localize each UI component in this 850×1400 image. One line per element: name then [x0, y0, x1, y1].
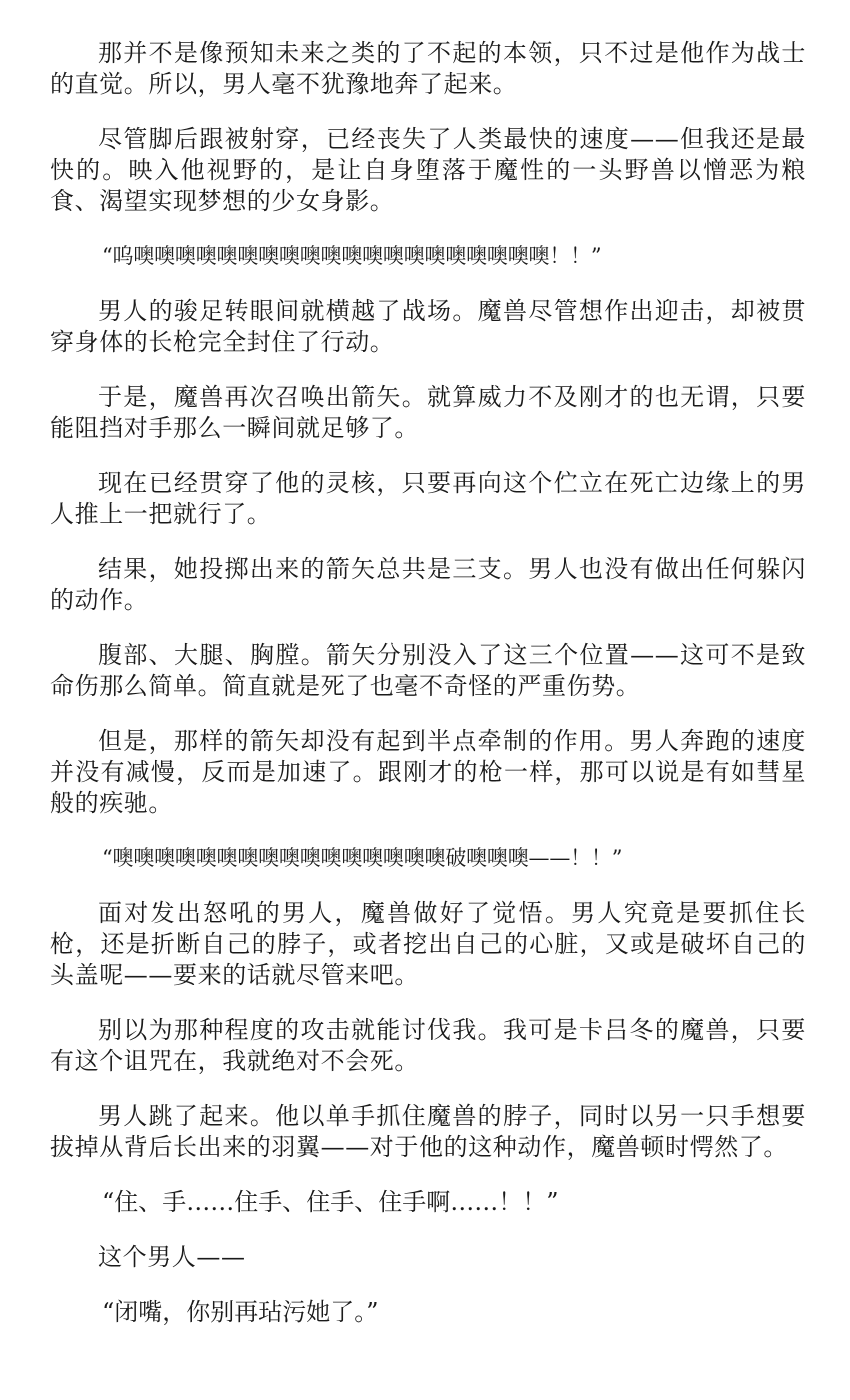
- paragraph-12: 这个男人——: [98, 1243, 246, 1271]
- dialogue-stop: “住、手……住手、住手、住手啊……！！”: [102, 1188, 559, 1216]
- paragraph-4: 于是，魔兽再次召唤出箭矢。就算威力不及刚才的也无谓，只要能阻挡对手那么一瞬间就足够了。: [50, 383, 806, 442]
- paragraph-5: 现在已经贯穿了他的灵核，只要再向这个伫立在死亡边缘上的男人推上一把就行了。: [50, 469, 806, 528]
- paragraph-10: 别以为那种程度的攻击就能讨伐我。我可是卡吕冬的魔兽，只要有这个诅咒在，我就绝对不会死。: [50, 1016, 806, 1075]
- paragraph-11: 男人跳了起来。他以单手抓住魔兽的脖子，同时以另一只手想要拔掉从背后长出来的羽翼——对于他的这种动作，魔兽顿时愕然了。: [50, 1102, 806, 1161]
- paragraph-1: 那并不是像预知未来之类的了不起的本领，只不过是他作为战士的直觉。所以，男人毫不犹豫地奔了起来。: [50, 39, 806, 98]
- paragraph-3: 男人的骏足转眼间就横越了战场。魔兽尽管想作出迎击，却被贯穿身体的长枪完全封住了行动。: [50, 297, 806, 356]
- paragraph-8: 但是，那样的箭矢却没有起到半点牵制的作用。男人奔跑的速度并没有减慢，反而是加速了。跟刚才的枪一样，那可以说是有如彗星般的疾驰。: [50, 727, 806, 817]
- paragraph-2: 尽管脚后跟被射穿，已经丧失了人类最快的速度——但我还是最快的。映入他视野的，是让自身堕落于魔性的一头野兽以憎恶为粮食、渴望实现梦想的少女身影。: [50, 125, 806, 215]
- paragraph-9: 面对发出怒吼的男人，魔兽做好了觉悟。男人究竟是要抓住长枪，还是折断自己的脖子，或者挖出自己的心脏，又或是破坏自己的头盖呢——要来的话就尽管来吧。: [50, 899, 806, 989]
- dialogue-scream-2: “噢噢噢噢噢噢噢噢噢噢噢噢噢噢噢噢破噢噢噢——！！”: [102, 846, 623, 870]
- paragraph-6: 结果，她投掷出来的箭矢总共是三支。男人也没有做出任何躲闪的动作。: [50, 555, 806, 614]
- dialogue-scream-1: “呜噢噢噢噢噢噢噢噢噢噢噢噢噢噢噢噢噢噢噢噢！！”: [102, 244, 602, 268]
- dialogue-shut-up: “闭嘴，你别再玷污她了。”: [102, 1298, 379, 1326]
- paragraph-7: 腹部、大腿、胸膛。箭矢分别没入了这三个位置——这可不是致命伤那么简单。简直就是死了也毫不奇怪的严重伤势。: [50, 641, 806, 700]
